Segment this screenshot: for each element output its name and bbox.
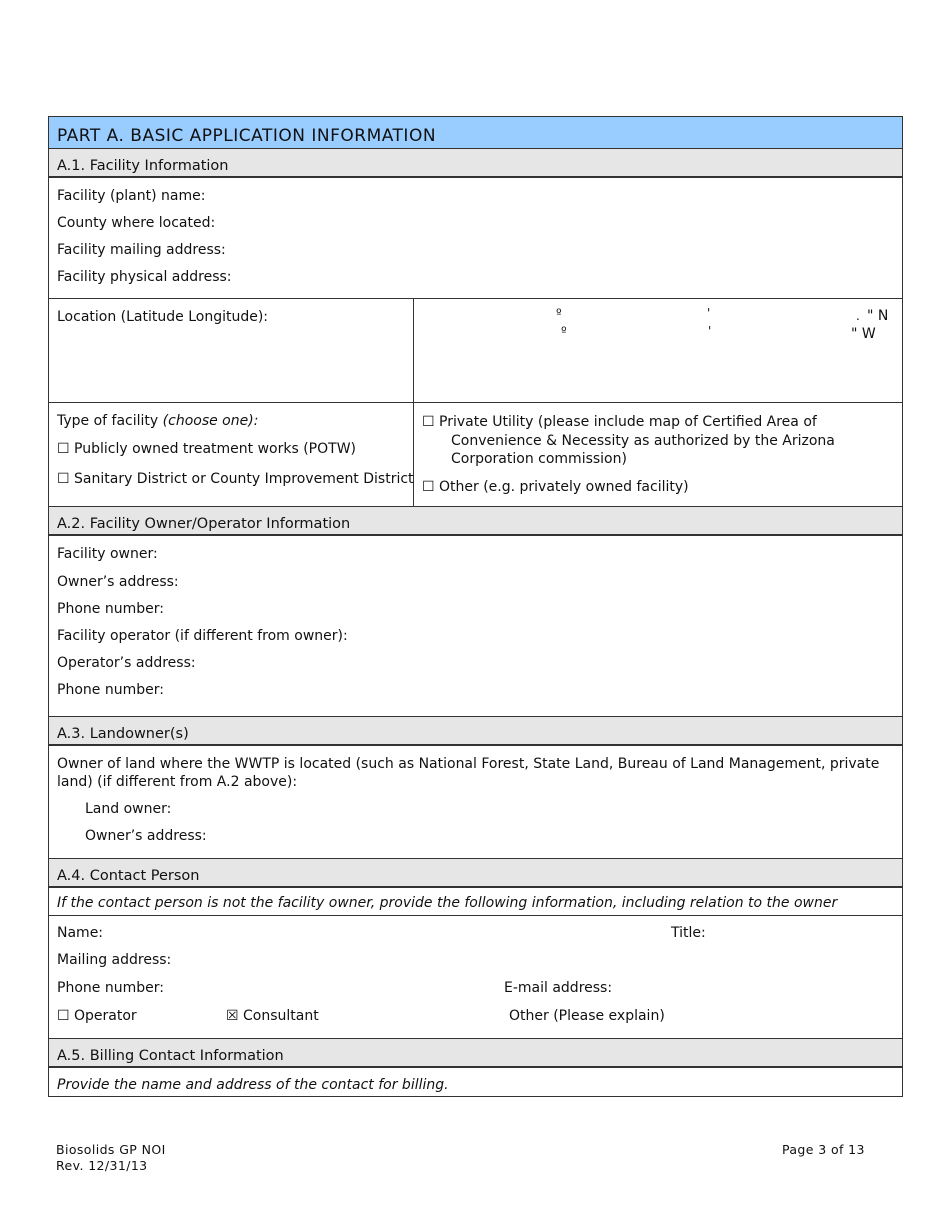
sanitary-checkbox[interactable]: ☐ xyxy=(57,471,70,487)
lat-decimal-mark: . xyxy=(856,309,860,323)
section-a3-header: A.3. Landowner(s) xyxy=(49,717,902,746)
application-form xyxy=(48,116,903,1097)
owners-address-label: Owner’s address: xyxy=(57,574,179,590)
facility-type-block xyxy=(49,403,902,507)
footer-page-number: Page 3 of 13 xyxy=(782,1142,865,1157)
facility-type-left xyxy=(49,403,414,506)
facility-info-block xyxy=(49,178,902,299)
mailing-address-label: Facility mailing address: xyxy=(57,242,226,258)
county-label: County where located: xyxy=(57,215,216,231)
section-a1-header: A.1. Facility Information xyxy=(49,149,902,178)
option-sanitary-district[interactable]: ☐ Sanitary District or County Improvement District xyxy=(57,471,414,487)
operator-checkbox[interactable]: ☐ xyxy=(57,1008,70,1024)
landowner-description-2: land) (if different from A.2 above): xyxy=(57,774,298,790)
land-owner-label: Land owner: xyxy=(85,801,172,817)
landowner-block xyxy=(49,746,902,859)
potw-checkbox[interactable]: ☐ xyxy=(57,441,70,457)
footer-revision: Rev. 12/31/13 xyxy=(56,1158,148,1173)
contact-details-block xyxy=(49,916,902,1039)
owner-phone-label: Phone number: xyxy=(57,601,164,617)
location-label: Location (Latitude Longitude): xyxy=(57,309,269,325)
facility-owner-label: Facility owner: xyxy=(57,546,158,562)
type-of-facility-label: Type of facility (choose one): xyxy=(57,413,259,429)
contact-email-label: E-mail address: xyxy=(504,980,613,996)
lon-degree-mark: º xyxy=(561,324,567,338)
section-a2-header: A.2. Facility Owner/Operator Information xyxy=(49,507,902,536)
lon-seconds-west: " W xyxy=(851,326,876,342)
section-a5-header: A.5. Billing Contact Information xyxy=(49,1039,902,1068)
option-consultant[interactable]: ☒ Consultant xyxy=(226,1008,319,1024)
facility-type-right xyxy=(414,403,902,506)
location-coords-cell[interactable] xyxy=(414,299,902,402)
contact-person-note: If the contact person is not the facility owner, provide the following information, including relation to the owner xyxy=(57,895,838,911)
option-other-facility[interactable]: ☐ Other (e.g. privately owned facility) xyxy=(422,479,689,495)
lat-seconds-north: " N xyxy=(867,308,889,324)
option-other-explain[interactable]: Other (Please explain) xyxy=(509,1008,665,1024)
lat-minute-mark: ' xyxy=(707,306,711,320)
contact-phone-label: Phone number: xyxy=(57,980,164,996)
other-facility-checkbox[interactable]: ☐ xyxy=(422,479,435,495)
option-operator[interactable]: ☐ Operator xyxy=(57,1008,137,1024)
contact-mailing-label: Mailing address: xyxy=(57,952,172,968)
private-utility-text-2: Convenience & Necessity as authorized by the Arizona xyxy=(451,433,835,449)
facility-operator-label: Facility operator (if different from owner): xyxy=(57,628,348,644)
owner-operator-block xyxy=(49,536,902,717)
contact-note-block xyxy=(49,888,902,916)
land-owner-address-label: Owner’s address: xyxy=(85,828,207,844)
contact-name-label: Name: xyxy=(57,925,104,941)
location-block xyxy=(49,299,902,403)
billing-note-block xyxy=(49,1068,902,1096)
option-potw[interactable]: ☐ Publicly owned treatment works (POTW) xyxy=(57,441,356,457)
part-header: PART A. BASIC APPLICATION INFORMATION xyxy=(49,117,902,149)
operator-phone-label: Phone number: xyxy=(57,682,164,698)
physical-address-label: Facility physical address: xyxy=(57,269,232,285)
operators-address-label: Operator’s address: xyxy=(57,655,196,671)
section-a4-header: A.4. Contact Person xyxy=(49,859,902,888)
footer-doc-name: Biosolids GP NOI xyxy=(56,1142,166,1157)
contact-title-label: Title: xyxy=(671,925,706,941)
option-private-utility[interactable]: ☐ Private Utility (please include map of Certified Area of xyxy=(422,414,817,430)
private-utility-text-3: Corporation commission) xyxy=(451,451,627,467)
landowner-description-1: Owner of land where the WWTP is located (such as National Forest, State Land, Bureau of Land Management, private xyxy=(57,756,880,772)
lon-minute-mark: ' xyxy=(708,324,712,338)
billing-note: Provide the name and address of the contact for billing. xyxy=(57,1077,449,1093)
facility-name-label: Facility (plant) name: xyxy=(57,188,206,204)
private-utility-checkbox[interactable]: ☐ xyxy=(422,414,435,430)
consultant-checkbox[interactable]: ☒ xyxy=(226,1008,239,1024)
location-label-cell xyxy=(49,299,414,402)
lat-degree-mark: º xyxy=(556,306,562,320)
